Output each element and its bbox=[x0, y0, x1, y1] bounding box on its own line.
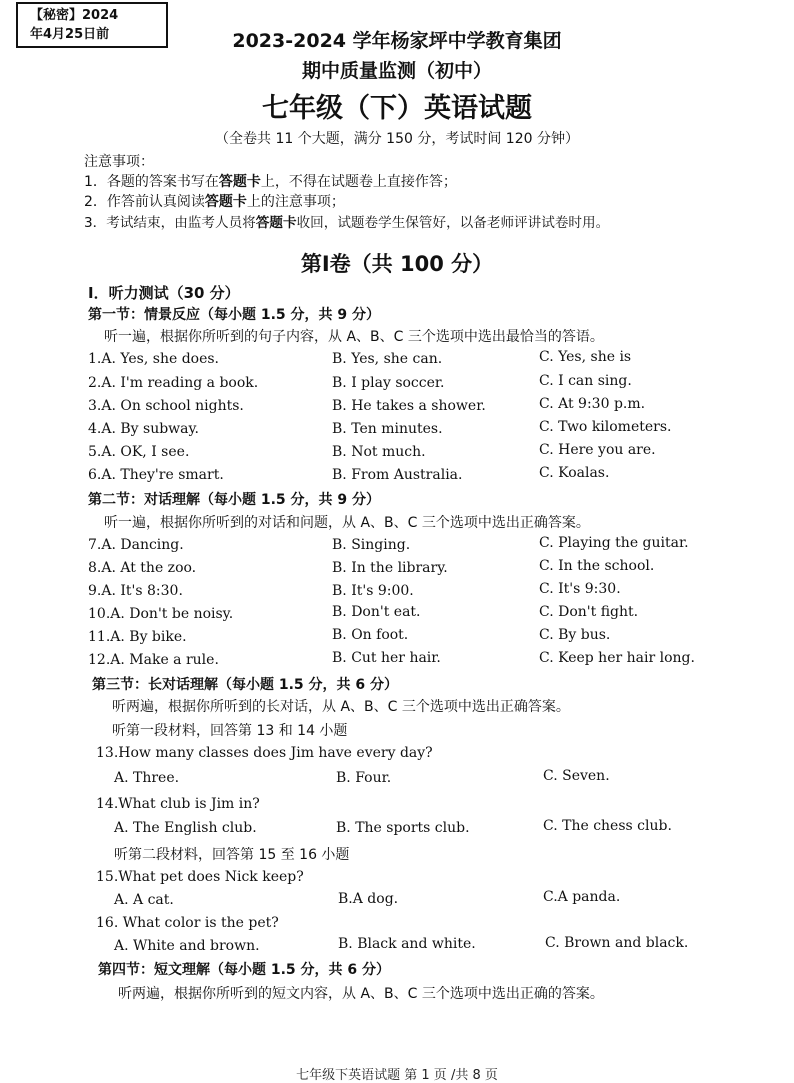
option-b: B. He takes a shower. bbox=[332, 398, 486, 414]
option-b: B. Not much. bbox=[332, 444, 426, 460]
option-a: 11.A. By bike. bbox=[88, 629, 187, 645]
option-a: 10.A. Don't be noisy. bbox=[88, 606, 234, 622]
section-instruction: 听两遍，根据你所听到的长对话，从 A、B、C 三个选项中选出正确答案。 bbox=[112, 699, 570, 715]
section-title: 第二节：对话理解（每小题 1.5 分，共 9 分） bbox=[88, 492, 381, 508]
option-b: B. Singing. bbox=[332, 537, 411, 553]
option-c: C. Keep her hair long. bbox=[539, 650, 695, 666]
option-a: 4.A. By subway. bbox=[88, 421, 200, 437]
option-c: C. Here you are. bbox=[539, 442, 656, 458]
option-c: C. Brown and black. bbox=[545, 935, 689, 951]
volume-title: 第Ⅰ卷（共 100 分） bbox=[300, 252, 494, 276]
option-c: C. The chess club. bbox=[543, 818, 672, 834]
option-a: A. White and brown. bbox=[114, 938, 260, 954]
option-b: B. Four. bbox=[336, 770, 392, 786]
option-a: 1.A. Yes, she does. bbox=[88, 351, 220, 367]
option-c: C. Yes, she is bbox=[539, 349, 632, 365]
option-b: B. I play soccer. bbox=[332, 375, 445, 391]
section-title: 第四节：短文理解（每小题 1.5 分，共 6 分） bbox=[98, 962, 391, 978]
option-c: C. It's 9:30. bbox=[539, 581, 621, 597]
section-instruction: 听两遍，根据你所听到的短文内容，从 A、B、C 三个选项中选出正确的答案。 bbox=[118, 986, 604, 1002]
option-a: A. The English club. bbox=[114, 820, 257, 836]
option-b: B. Cut her hair. bbox=[332, 650, 441, 666]
notes-title: 注意事项： bbox=[84, 154, 154, 170]
question-16: 16. What color is the pet? bbox=[96, 915, 279, 931]
option-a: 3.A. On school nights. bbox=[88, 398, 244, 414]
option-c: C.A panda. bbox=[543, 889, 621, 905]
option-a: A. Three. bbox=[114, 770, 180, 786]
option-c: C. At 9:30 p.m. bbox=[539, 396, 646, 412]
exam-info: （全卷共 11 个大题，满分 150 分，考试时间 120 分钟） bbox=[215, 131, 579, 147]
page-title: 七年级（下）英语试题 bbox=[262, 93, 532, 124]
option-c: C. By bus. bbox=[539, 627, 611, 643]
option-b: B. On foot. bbox=[332, 627, 409, 643]
school-name: 2023-2024 学年杨家坪中学教育集团 bbox=[232, 30, 562, 52]
option-b: B. Ten minutes. bbox=[332, 421, 443, 437]
section-instruction: 听一遍，根据你所听到的句子内容，从 A、B、C 三个选项中选出最恰当的答语。 bbox=[104, 329, 604, 345]
option-a: A. A cat. bbox=[114, 892, 174, 908]
part-title: Ⅰ．听力测试（30 分） bbox=[88, 284, 240, 302]
option-a: 5.A. OK, I see. bbox=[88, 444, 190, 460]
stamp-line-2: 年4月25日前 bbox=[30, 27, 110, 42]
option-b: B. It's 9:00. bbox=[332, 583, 414, 599]
option-c: C. Two kilometers. bbox=[539, 419, 672, 435]
question-15: 15.What pet does Nick keep? bbox=[96, 869, 304, 885]
option-a: 9.A. It's 8:30. bbox=[88, 583, 183, 599]
option-b: B. Black and white. bbox=[338, 936, 476, 952]
option-c: C. In the school. bbox=[539, 558, 655, 574]
option-c: C. Don't fight. bbox=[539, 604, 639, 620]
option-a: 7.A. Dancing. bbox=[88, 537, 184, 553]
exam-name: 期中质量监测（初中） bbox=[301, 60, 492, 82]
stamp-line-1: 【秘密】2024 bbox=[30, 8, 119, 23]
section-title: 第三节：长对话理解（每小题 1.5 分，共 6 分） bbox=[92, 677, 399, 693]
note-item: 2．作答前认真阅读答题卡上的注意事项； bbox=[84, 194, 345, 210]
option-c: C. Seven. bbox=[543, 768, 610, 784]
option-a: 6.A. They're smart. bbox=[88, 467, 224, 483]
option-a: 8.A. At the zoo. bbox=[88, 560, 197, 576]
question-14: 14.What club is Jim in? bbox=[96, 796, 260, 812]
section-title: 第一节：情景反应（每小题 1.5 分，共 9 分） bbox=[88, 307, 381, 323]
option-b: B. The sports club. bbox=[336, 820, 470, 836]
option-b: B. From Australia. bbox=[332, 467, 463, 483]
material-note: 听第一段材料，回答第 13 和 14 小题 bbox=[112, 723, 348, 739]
option-b: B. Don't eat. bbox=[332, 604, 421, 620]
material-note: 听第二段材料，回答第 15 至 16 小题 bbox=[114, 847, 350, 863]
question-13: 13.How many classes does Jim have every day? bbox=[96, 745, 433, 761]
note-item: 3．考试结束，由监考人员将答题卡收回，试题卷学生保管好，以备老师评讲试卷时用。 bbox=[84, 215, 610, 231]
option-c: C. I can sing. bbox=[539, 373, 632, 389]
page-footer: 七年级下英语试题 第 1 页 /共 8 页 bbox=[296, 1068, 498, 1083]
option-b: B. In the library. bbox=[332, 560, 448, 576]
option-a: 12.A. Make a rule. bbox=[88, 652, 219, 668]
section-instruction: 听一遍，根据你所听到的对话和问题，从 A、B、C 三个选项中选出正确答案。 bbox=[104, 515, 590, 531]
note-item: 1．各题的答案书写在答题卡上，不得在试题卷上直接作答； bbox=[84, 174, 457, 190]
option-c: C. Playing the guitar. bbox=[539, 535, 689, 551]
option-c: C. Koalas. bbox=[539, 465, 610, 481]
option-a: 2.A. I'm reading a book. bbox=[88, 375, 259, 391]
option-b: B.A dog. bbox=[338, 891, 399, 907]
option-b: B. Yes, she can. bbox=[332, 351, 443, 367]
